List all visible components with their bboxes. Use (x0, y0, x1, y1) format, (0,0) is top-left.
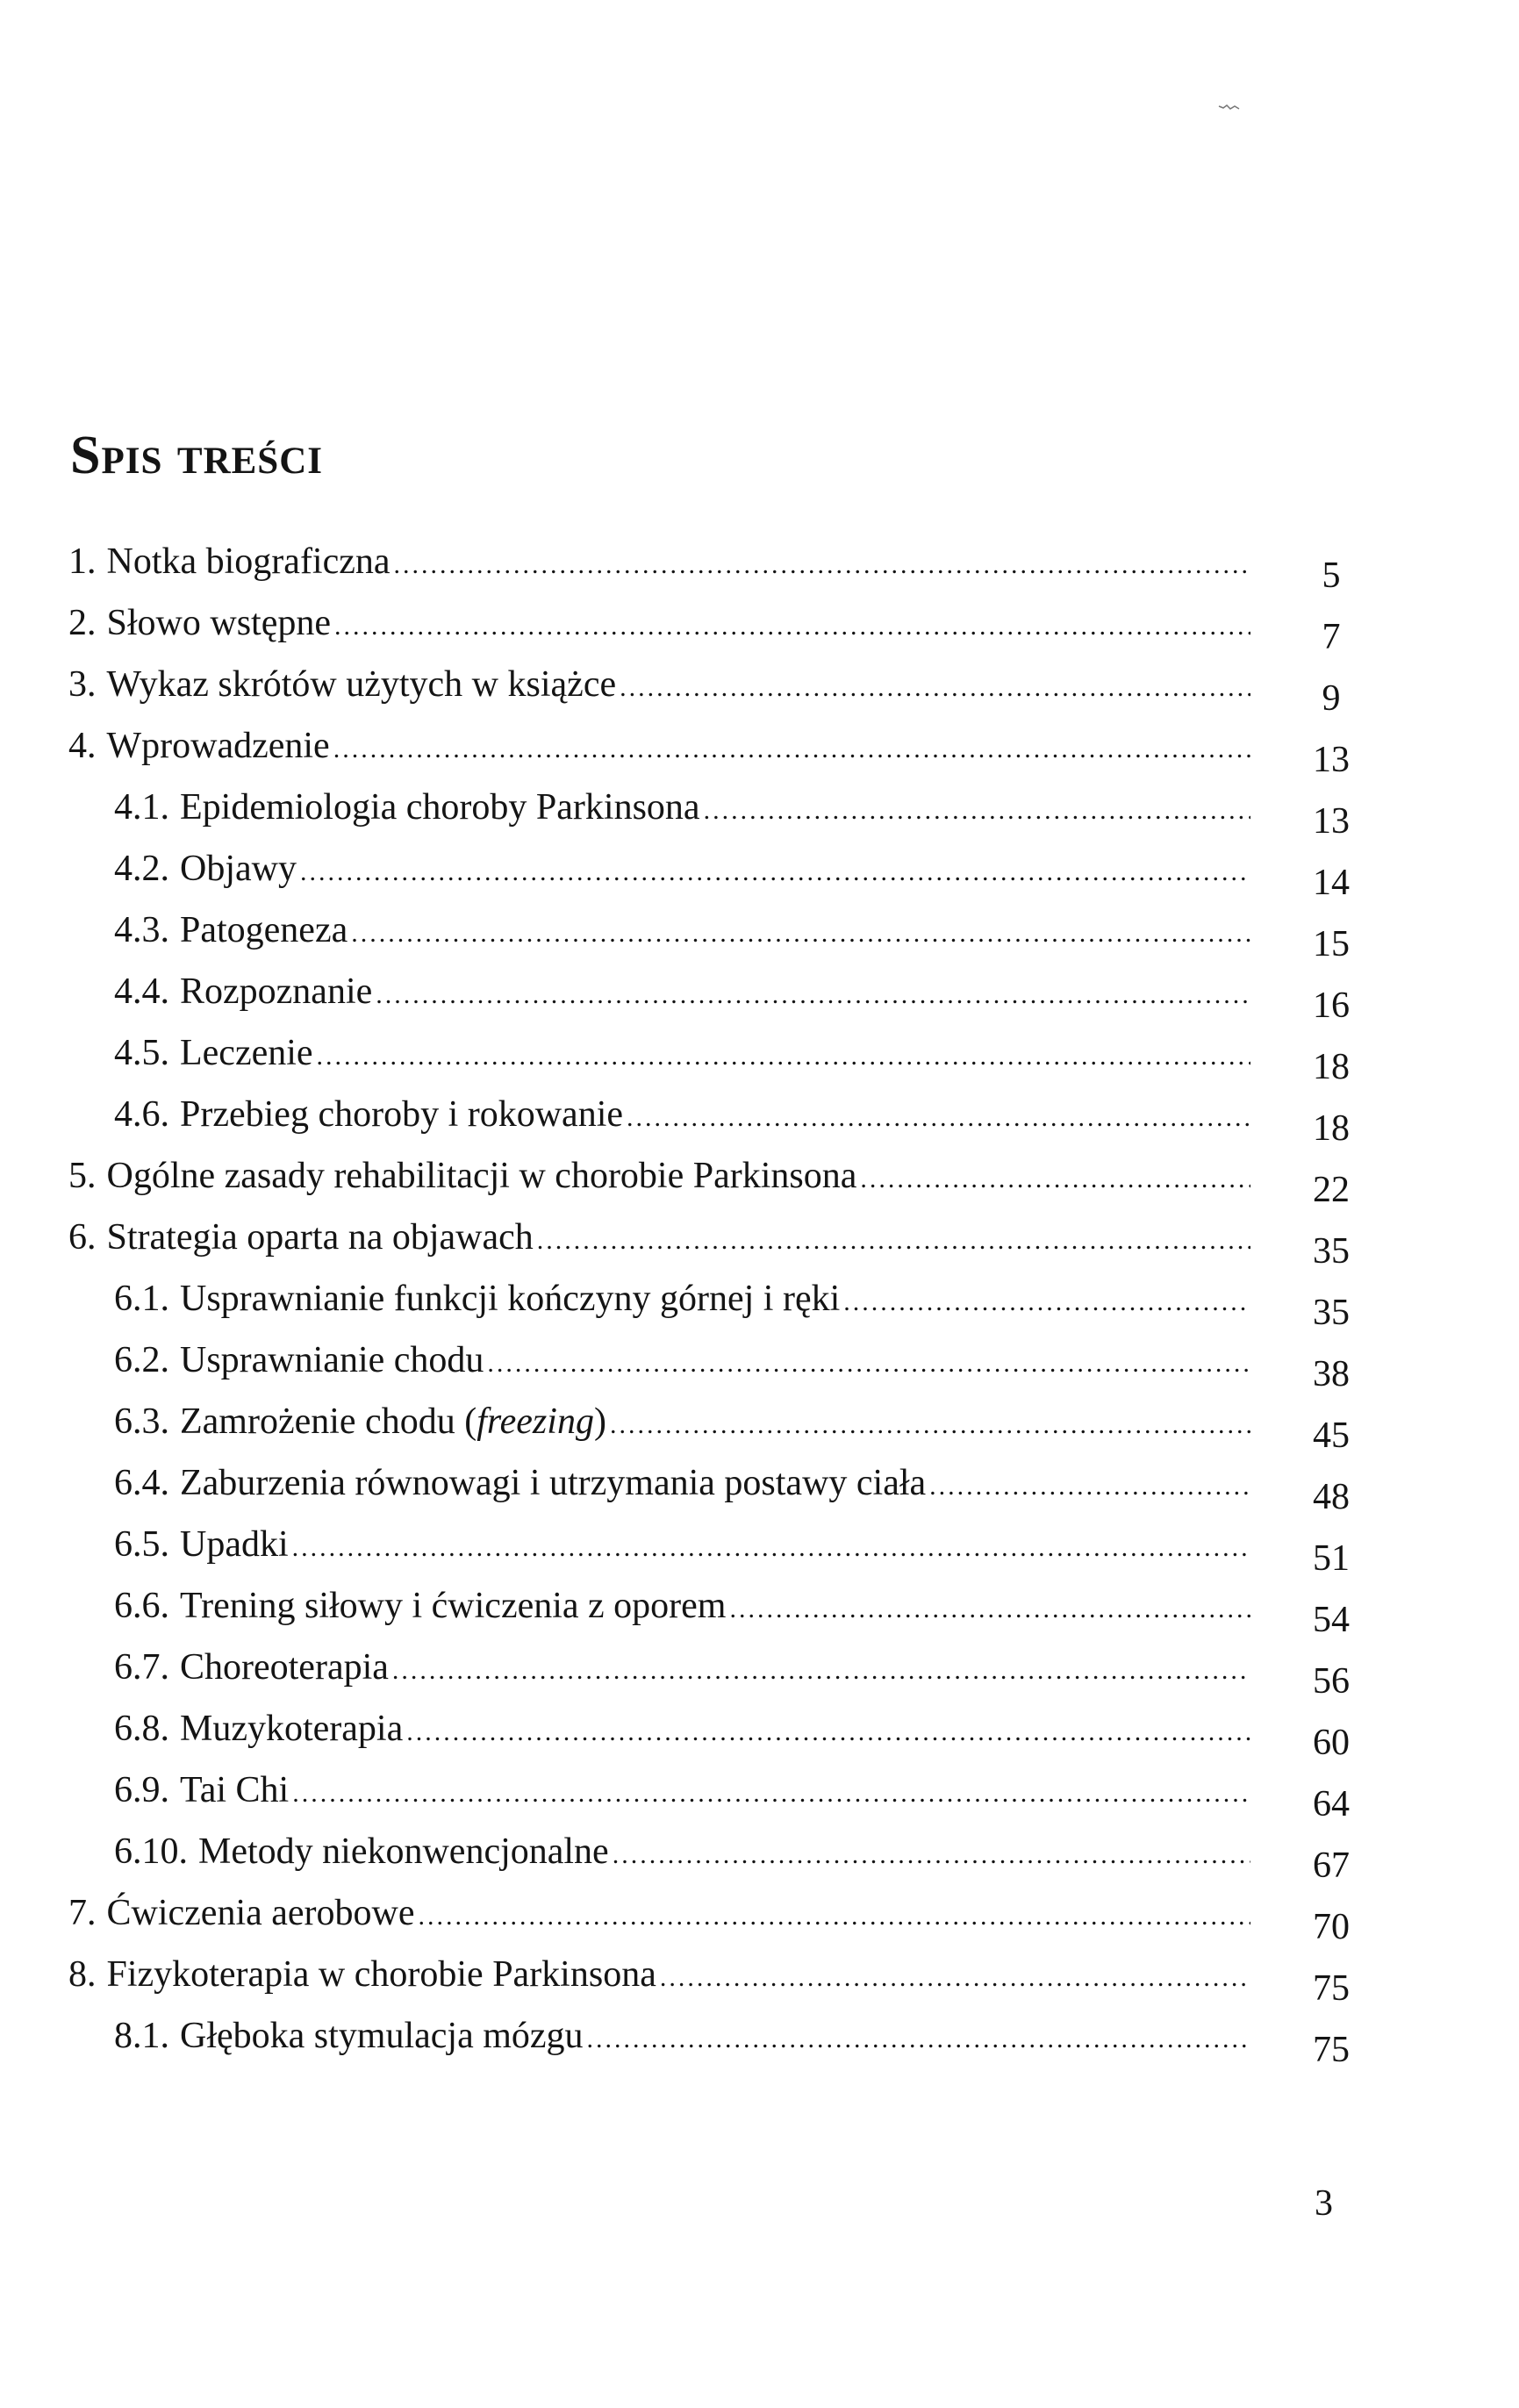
toc-entry-title: Upadki (180, 1524, 289, 1565)
toc-page-number: 75 (1313, 1968, 1350, 2009)
toc-entry-line (0, 1514, 1250, 1579)
dot-leader (843, 1272, 1250, 1333)
toc-entry-text (114, 899, 348, 961)
toc-page-number: 70 (1313, 1907, 1350, 1947)
toc-entry-line (0, 838, 1250, 903)
toc-entry-text (114, 1575, 726, 1637)
page-number: 3 (1315, 2183, 1333, 2224)
dot-leader (860, 1149, 1250, 1210)
toc-entry-title: Muzykoterapia (180, 1709, 404, 1749)
toc-entry (0, 899, 1519, 964)
toc-entry-number: 6.8. (114, 1709, 169, 1749)
toc-title: Spis treści (70, 426, 324, 485)
toc-entry (0, 1882, 1519, 1947)
toc-entry-title: Tai Chi (180, 1770, 290, 1810)
toc-page-number: 54 (1313, 1600, 1350, 1640)
toc-entry-line (0, 1637, 1250, 1702)
toc-entry-line (0, 1084, 1250, 1149)
toc-entry-text (114, 1698, 403, 1759)
toc-entry (0, 2005, 1519, 2070)
toc-entry (0, 1207, 1519, 1272)
dot-leader (376, 964, 1250, 1026)
toc-entry-title: Choreoterapia (180, 1647, 389, 1688)
toc-entry-number: 4.4. (114, 971, 169, 1012)
toc-page-number: 7 (1322, 617, 1341, 657)
toc-entry-text (114, 1637, 389, 1698)
toc-entry-number: 8. (68, 1954, 97, 1995)
toc-entry-line (0, 1759, 1250, 1824)
dot-leader (613, 1824, 1250, 1886)
toc-entry-line (0, 1821, 1250, 1886)
dot-leader (627, 1087, 1250, 1149)
toc-page-number: 48 (1313, 1477, 1350, 1517)
toc-entry-number: 6.3. (114, 1401, 169, 1442)
toc-entry (0, 531, 1519, 596)
toc-entry-line (0, 1698, 1250, 1763)
table-of-contents (0, 531, 1519, 2070)
toc-entry-title-italic: freezing (476, 1401, 594, 1442)
toc-entry (0, 1821, 1519, 1886)
toc-entry-number: 4.3. (114, 910, 169, 950)
toc-entry-title: Usprawnianie chodu (180, 1340, 484, 1380)
dot-leader (704, 780, 1250, 842)
toc-page-number: 67 (1313, 1845, 1350, 1886)
toc-entry (0, 1268, 1519, 1333)
toc-entry-text (114, 1268, 840, 1329)
dot-leader (317, 1026, 1250, 1087)
toc-entry-number: 6.6. (114, 1586, 169, 1626)
dot-leader (300, 842, 1250, 903)
dot-leader (929, 1456, 1250, 1517)
toc-entry-title: Rozpoznanie (180, 971, 373, 1012)
toc-entry-text (114, 1821, 609, 1882)
toc-page-number: 14 (1313, 863, 1350, 903)
toc-entry-number: 6.4. (114, 1463, 169, 1503)
toc-page-number: 18 (1313, 1047, 1350, 1087)
toc-entry-text (68, 1882, 415, 1944)
toc-entry-number: 4.5. (114, 1033, 169, 1073)
toc-entry-text (114, 1391, 606, 1452)
toc-entry-title-suffix: ) (593, 1401, 606, 1442)
toc-entry-number: 4.6. (114, 1094, 169, 1135)
toc-entry-number: 6.10. (114, 1831, 188, 1872)
toc-entry-title: Słowo wstępne (106, 603, 331, 643)
toc-entry-title: Notka biograficzna (106, 541, 390, 582)
dot-leader (392, 1640, 1250, 1702)
toc-entry-text (114, 1084, 623, 1145)
toc-entry-text (114, 838, 297, 899)
toc-entry (0, 1514, 1519, 1579)
toc-entry (0, 1145, 1519, 1210)
toc-entry-title: Wykaz skrótów użytych w książce (106, 664, 617, 705)
toc-entry-number: 5. (68, 1156, 97, 1196)
toc-entry-title: Objawy (180, 849, 297, 889)
toc-entry (0, 1759, 1519, 1824)
toc-page-number: 51 (1313, 1538, 1350, 1579)
toc-entry-text (68, 715, 330, 777)
toc-entry-number: 6.7. (114, 1647, 169, 1688)
toc-entry-title: Ćwiczenia aerobowe (106, 1893, 415, 1933)
toc-entry-title: Trening siłowy i ćwiczenia z oporem (180, 1586, 727, 1626)
toc-page-number: 60 (1313, 1723, 1350, 1763)
dot-leader (394, 534, 1250, 596)
toc-entry-line (0, 592, 1250, 657)
dot-leader (406, 1702, 1250, 1763)
toc-entry-number: 6.2. (114, 1340, 169, 1380)
toc-entry (0, 1575, 1519, 1640)
toc-entry-title: Metody niekonwencjonalne (198, 1831, 609, 1872)
toc-entry-line (0, 1329, 1250, 1394)
dot-leader (333, 719, 1250, 780)
toc-entry-text (114, 961, 372, 1022)
toc-entry-title: Przebieg choroby i rokowanie (180, 1094, 624, 1135)
toc-entry-line (0, 1268, 1250, 1333)
dot-leader (487, 1333, 1250, 1394)
toc-page-number: 56 (1313, 1661, 1350, 1702)
toc-entry-title: Epidemiologia choroby Parkinsona (180, 787, 700, 828)
dot-leader (334, 596, 1250, 657)
toc-entry-line (0, 1207, 1250, 1272)
toc-entry-title: Ogólne zasady rehabilitacji w chorobie Parkinsona (106, 1156, 857, 1196)
toc-page-number: 38 (1313, 1354, 1350, 1394)
toc-entry-title: Fizykoterapia w chorobie Parkinsona (106, 1954, 656, 1995)
toc-entry-title: Usprawnianie funkcji kończyny górnej i ręki (180, 1279, 841, 1319)
toc-entry-text (68, 1145, 856, 1207)
toc-entry (0, 1698, 1519, 1763)
toc-entry-line (0, 1145, 1250, 1210)
toc-entry-line (0, 1452, 1250, 1517)
toc-entry (0, 777, 1519, 842)
toc-entry-number: 6.9. (114, 1770, 169, 1810)
toc-entry (0, 1944, 1519, 2009)
toc-entry (0, 961, 1519, 1026)
toc-entry-number: 3. (68, 664, 97, 705)
toc-entry-text (68, 654, 616, 715)
toc-entry-line (0, 1882, 1250, 1947)
toc-entry-number: 6. (68, 1217, 97, 1258)
toc-entry-text (114, 777, 700, 838)
dot-leader (351, 903, 1250, 964)
toc-entry-text (114, 1022, 313, 1084)
toc-entry-line (0, 1575, 1250, 1640)
dot-leader (620, 657, 1250, 719)
toc-entry-number: 4.2. (114, 849, 169, 889)
toc-page-number: 18 (1313, 1108, 1350, 1149)
ink-speck (1218, 104, 1243, 111)
dot-leader (537, 1210, 1250, 1272)
toc-page-number: 45 (1313, 1415, 1350, 1456)
toc-entry (0, 1329, 1519, 1394)
toc-entry (0, 1637, 1519, 1702)
toc-entry-title: Wprowadzenie (106, 726, 330, 766)
toc-entry-text (68, 1207, 534, 1268)
toc-entry (0, 1022, 1519, 1087)
toc-entry-text (114, 1452, 926, 1514)
toc-entry-line (0, 1022, 1250, 1087)
toc-entry-text (114, 1759, 289, 1821)
toc-entry-line (0, 1944, 1250, 2009)
toc-page-number: 35 (1313, 1231, 1350, 1272)
toc-entry-number: 2. (68, 603, 97, 643)
toc-entry (0, 1391, 1519, 1456)
toc-entry (0, 1084, 1519, 1149)
toc-entry-line (0, 1391, 1250, 1456)
toc-entry-text (114, 2005, 584, 2067)
toc-page-number: 15 (1313, 924, 1350, 964)
toc-entry-number: 6.1. (114, 1279, 169, 1319)
toc-entry-number: 8.1. (114, 2016, 169, 2056)
toc-entry-title: Patogeneza (180, 910, 348, 950)
dot-leader (419, 1886, 1251, 1947)
dot-leader (660, 1947, 1250, 2009)
toc-entry-line (0, 961, 1250, 1026)
toc-entry-line (0, 531, 1250, 596)
toc-entry-line (0, 899, 1250, 964)
toc-entry-text (68, 1944, 656, 2005)
toc-entry-title: Zaburzenia równowagi i utrzymania postawy ciała (180, 1463, 927, 1503)
toc-page-number: 13 (1313, 801, 1350, 842)
toc-entry-text (114, 1514, 289, 1575)
toc-entry-title: Strategia oparta na objawach (106, 1217, 534, 1258)
toc-page-number: 9 (1322, 678, 1341, 719)
toc-entry (0, 1452, 1519, 1517)
toc-entry-number: 7. (68, 1893, 97, 1933)
toc-entry (0, 654, 1519, 719)
toc-entry-title: Leczenie (180, 1033, 313, 1073)
toc-entry-number: 1. (68, 541, 97, 582)
toc-entry-line (0, 715, 1250, 780)
toc-entry-line (0, 777, 1250, 842)
toc-page-number: 5 (1322, 555, 1341, 596)
toc-entry (0, 838, 1519, 903)
toc-entry-line (0, 654, 1250, 719)
toc-entry-title: Głęboka stymulacja mózgu (180, 2016, 584, 2056)
dot-leader (587, 2009, 1250, 2070)
toc-entry-number: 4. (68, 726, 97, 766)
toc-entry (0, 592, 1519, 657)
toc-entry (0, 715, 1519, 780)
toc-page-number: 75 (1313, 2030, 1350, 2070)
dot-leader (610, 1394, 1250, 1456)
toc-entry-text (68, 531, 390, 592)
dot-leader (292, 1517, 1250, 1579)
dot-leader (729, 1579, 1250, 1640)
toc-page-number: 13 (1313, 740, 1350, 780)
toc-entry-text (114, 1329, 484, 1391)
toc-page-number: 16 (1313, 985, 1350, 1026)
toc-page-number: 64 (1313, 1784, 1350, 1824)
toc-page-number: 35 (1313, 1293, 1350, 1333)
toc-entry-text (68, 592, 331, 654)
toc-entry-number: 4.1. (114, 787, 169, 828)
toc-entry-title: Zamrożenie chodu ( (180, 1401, 477, 1442)
toc-page-number: 22 (1313, 1170, 1350, 1210)
dot-leader (292, 1763, 1250, 1824)
toc-entry-line (0, 2005, 1250, 2070)
toc-entry-number: 6.5. (114, 1524, 169, 1565)
